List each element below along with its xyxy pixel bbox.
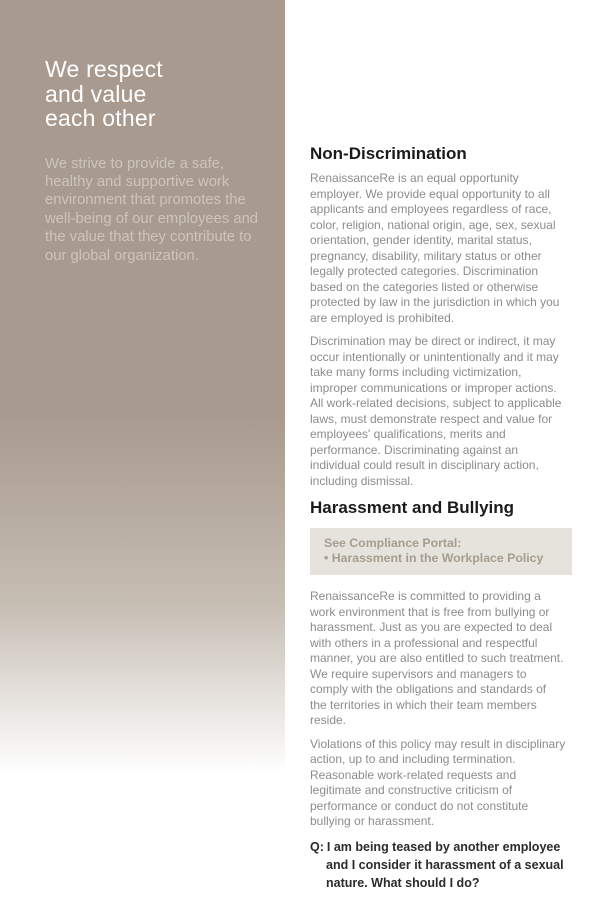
compliance-callout <box>310 528 572 575</box>
paragraph-non-discrimination-1: RenaissanceRe is an equal opportunity employer. We provide equal opportunity to all applicants and employees regardless of race, color, religion, national origin, age, sex, sexual orientation, gender identity, marital status, pregnancy, disability, military status or other legally protected categories. Discrimination based on the categories listed or otherwise protected by law in the jurisdiction in which you are employed is prohibited. <box>310 171 560 325</box>
callout-title: See Compliance Portal: <box>324 536 462 550</box>
question-block <box>310 838 572 892</box>
page-title <box>45 57 263 131</box>
paragraph-non-discrimination-2: Discrimination may be direct or indirect, it may occur intentionally or unintentionally and it may take many forms including victimization, improper communications or improper actions. All work-related decisions, subject to applicable laws, must demonstrate respect and value for employees' qualifications, merits and performance. Discriminating against an individual could result in disciplinary action, including dismissal. <box>310 334 562 488</box>
question-text: I am being teased by another employee and I consider it harassment of a sexual nature. What should I do? <box>326 839 564 890</box>
question-prefix: Q: <box>310 839 324 854</box>
left-panel <box>0 0 285 900</box>
section-heading-non-discrimination: Non-Discrimination <box>310 144 467 163</box>
callout-bullet-item: • Harassment in the Workplace Policy <box>324 551 544 565</box>
page-title-line: We respect <box>45 56 163 82</box>
page-title-line: and value <box>45 80 147 107</box>
intro-text: We strive to provide a safe, healthy and supportive work environment that promotes the well-being of our employees and the value that they contribute to our global organization. <box>45 155 259 264</box>
page-title-line: each other <box>45 105 156 131</box>
content-column <box>310 0 572 892</box>
section-heading-harassment: Harassment and Bullying <box>310 498 515 517</box>
paragraph-harassment-2: Violations of this policy may result in disciplinary action, up to and including termination. Reasonable work-related requests and legitimate and constructive criticism of performance or conduct do not constitute bullying or harassment. <box>310 736 566 828</box>
paragraph-harassment-1: RenaissanceRe is committed to providing a work environment that is free from bullying or harassment. Just as you are expected to deal with others in a professional and respectful manner, you are also entitled to such treatment. We require supervisors and managers to comply with the obligations and standards of the territories in which their team members reside. <box>310 589 564 727</box>
